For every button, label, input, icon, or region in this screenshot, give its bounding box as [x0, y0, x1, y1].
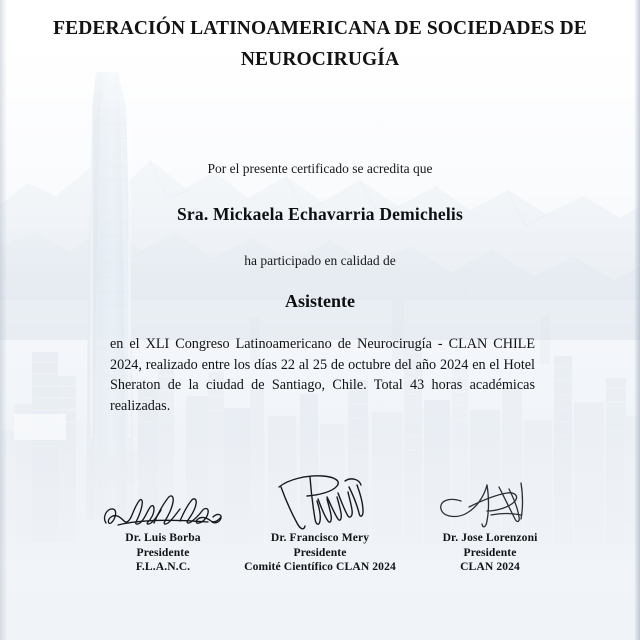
body-paragraph: en el XLI Congreso Latinoamericano de Neurocirugía - CLAN CHILE 2024, realizado entre los días 22 al 25 de octubre del año 2024 en el Hotel Sheraton de la ciudad de Santiago, Chile. Total 43 horas académicas realizadas. — [110, 336, 535, 414]
participation-role: Asistente — [285, 291, 355, 311]
organization-title-line-1: FEDERACIÓN LATINOAMERICANA DE SOCIEDADES DE — [53, 18, 587, 39]
signature-caption-3 — [375, 531, 605, 575]
signatory-entity-1: F.L.A.N.C. — [135, 560, 191, 573]
signatory-position-1: Presidente — [136, 545, 190, 559]
signatory-name-1: Dr. Luis Borba — [125, 531, 201, 544]
organization-title-line-2: NEUROCIRUGÍA — [240, 49, 400, 70]
signature-row — [0, 485, 640, 595]
signature-block-3 — [375, 485, 605, 575]
handwritten-signature-icon-3 — [375, 485, 605, 531]
capacity-text: ha participado en calidad de — [244, 253, 396, 268]
signatory-position-2: Presidente — [293, 545, 347, 559]
signatory-entity-3: CLAN 2024 — [460, 560, 520, 573]
signatory-position-3: Presidente — [463, 545, 517, 559]
intro-text: Por el presente certificado se acredita que — [207, 161, 433, 176]
recipient-name: Sra. Mickaela Echavarria Demichelis — [177, 204, 463, 224]
signatory-name-3: Dr. Jose Lorenzoni — [442, 531, 538, 544]
page-title — [0, 13, 640, 75]
signatory-entity-2: Comité Científico CLAN 2024 — [244, 560, 396, 573]
signatory-name-2: Dr. Francisco Mery — [270, 531, 370, 544]
